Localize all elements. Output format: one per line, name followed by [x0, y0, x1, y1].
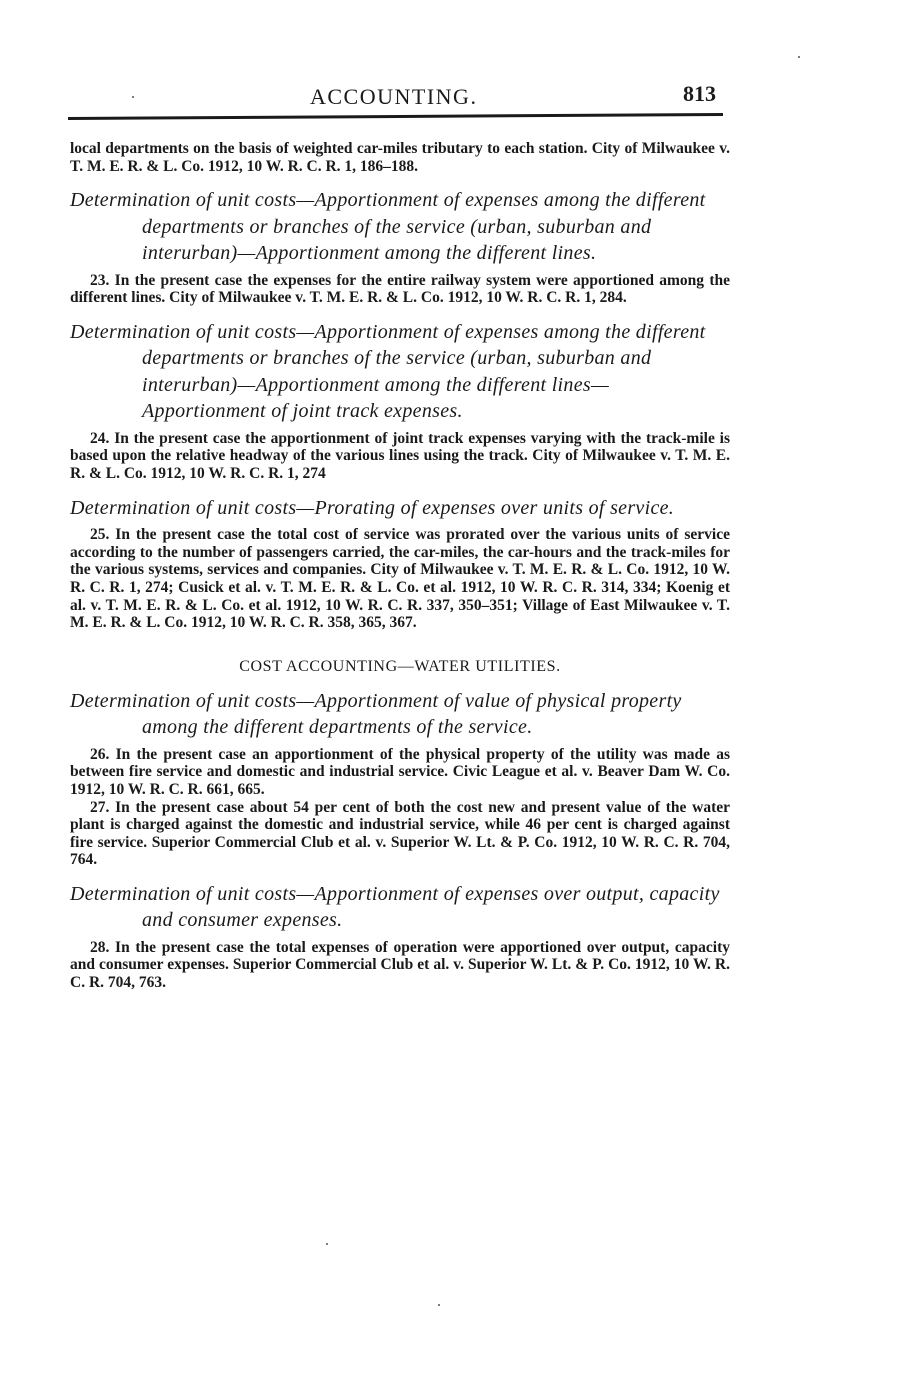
- paragraph-28: 28. In the present case the total expenses of operation were apportioned over output, capacity and consumer expenses. Superior Commercial Club et al. v. Superior W. Lt. & P. Co. 1912, 10 W. R. C. R. 704, 763.: [70, 938, 730, 992]
- paragraph-27: 27. In the present case about 54 per cent of both the cost new and present value of the water plant is charged against the domestic and industrial service, while 46 per cent is charged against fire service. Superior Commercial Club et al. v. Superior W. Lt. & P. Co. 1912, 10 W. R. C. R. 704, 764.: [70, 798, 730, 869]
- paragraph-23: 23. In the present case the expenses for the entire railway system were apportioned among the different lines. City of Milwaukee v. T. M. E. R. & L. Co. 1912, 10 W. R. C. R. 1, 284.: [70, 271, 730, 307]
- body-text: [70, 140, 730, 992]
- scan-speck: [326, 1243, 328, 1245]
- heading-unit-costs-lines: Determination of unit costs—Apportionment of expenses among the different departments or branches of the service (urban, suburban and interurban)—Apportionment among the different lines.: [70, 189, 706, 265]
- paragraph-continued: local departments on the basis of weighted car-miles tributary to each station. City of Milwaukee v. T. M. E. R. & L. Co. 1912, 10 W. R. C. R. 1, 186–188.: [70, 140, 730, 175]
- header-rule: [68, 113, 723, 120]
- page-number: 813: [683, 81, 716, 106]
- scan-speck: [438, 1304, 440, 1306]
- heading-output-capacity-consumer: Determination of unit costs—Apportionment of expenses over output, capacity and consumer expenses.: [70, 882, 720, 932]
- scan-speck: [132, 96, 134, 98]
- heading-physical-property: Determination of unit costs—Apportionment of value of physical property among the different departments of the service.: [70, 689, 682, 739]
- paragraph-25: 25. In the present case the total cost of service was prorated over the various units of service according to the number of passengers carried, the car-miles, the car-hours and the track-miles for the various systems, services and companies. City of Milwaukee v. T. M. E. R. & L. Co. 1912, 10 W. R. C. R. 1, 274; Cusick et al. v. T. M. E. R. & L. Co. et al. 1912, 10 W. R. C. R. 314, 334; Koenig et al. v. T. M. E. R. & L. Co. et al. 1912, 10 W. R. C. R. 337, 350–351; Village of East Milwaukee v. T. M. E. R. & L. Co. 1912, 10 W. R. C. R. 358, 365, 367.: [70, 526, 730, 632]
- scan-speck: [798, 56, 800, 58]
- section-title-water-utilities: COST ACCOUNTING—WATER UTILITIES.: [239, 657, 561, 675]
- heading-joint-track-expenses: Determination of unit costs—Apportionment of expenses among the different departments or branches of the service (urban, suburban and interurban)—Apportionment among the different lines—Apportionment of joint track expenses.: [70, 320, 706, 423]
- heading-prorating-expenses: Determination of unit costs—Prorating of expenses over units of service.: [70, 496, 675, 519]
- running-header-title: ACCOUNTING.: [310, 84, 478, 109]
- paragraph-26: 26. In the present case an apportionment of the physical property of the utility was made as between fire service and domestic and industrial service. Civic League et al. v. Beaver Dam W. Co. 1912, 10 W. R. C. R. 661, 665.: [70, 745, 730, 798]
- paragraph-24: 24. In the present case the apportionment of joint track expenses varying with the track-mile is based upon the relative headway of the various lines using the track. City of Milwaukee v. T. M. E. R. & L. Co. 1912, 10 W. R. C. R. 1, 274: [70, 429, 730, 483]
